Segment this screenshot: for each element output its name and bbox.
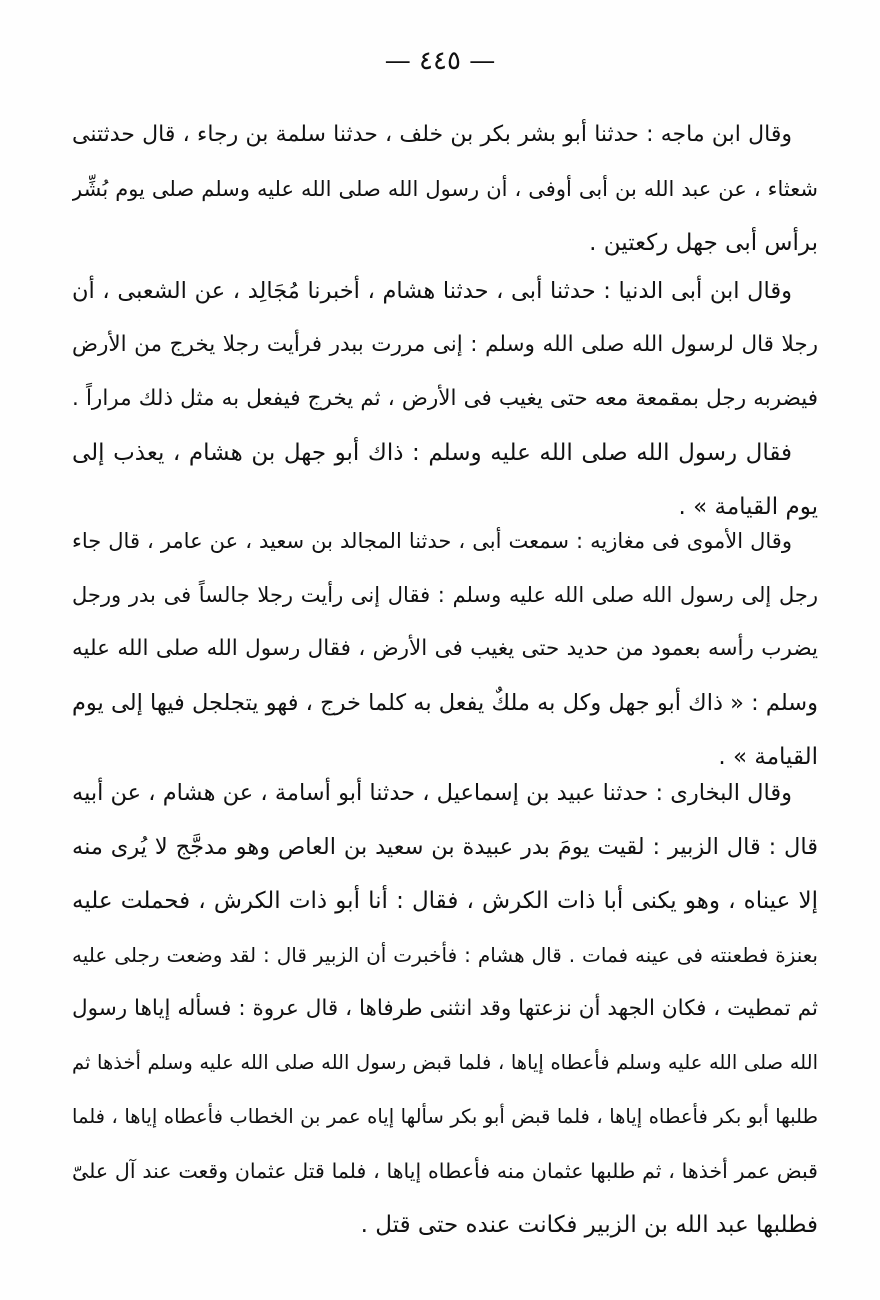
text-line: شعثاء ، عن عبد الله بن أبى أوفى ، أن رسول الله صلى الله عليه وسلم صلى يوم بُشِّر	[72, 177, 818, 201]
text-line: فقال رسول الله صلى الله عليه وسلم : ذاك أبو جهل بن هشام ، يعذب إلى	[72, 440, 792, 466]
text-line: رجل إلى رسول الله صلى الله عليه وسلم : فقال إنى رأيت رجلا جالساً فى بدر ورجل	[72, 583, 818, 607]
text-line: وقال الأموى فى مغازيه : سمعت أبى ، حدثنا المجالد بن سعيد ، عن عامر ، قال جاء	[72, 529, 792, 553]
text-line: قال : قال الزبير : لقيت يومَ بدر عبيدة بن سعيد بن العاص وهو مدجَّج لا يُرى منه	[72, 834, 818, 860]
text-line: برأس أبى جهل ركعتين .	[589, 230, 818, 256]
text-line: طلبها أبو بكر فأعطاه إياها ، فلما قبض أبو بكر سألها إياه عمر بن الخطاب فأعطاه إياها ، فلما	[72, 1105, 818, 1128]
paragraph-ibn-abi-al-dunya	[72, 264, 818, 534]
paragraph-al-bukhari	[72, 766, 818, 1252]
page-number: — ٤٤٥ —	[384, 46, 496, 76]
paragraph-al-umawi	[72, 514, 818, 784]
text-line: وسلم : « ذاك أبو جهل وكل به ملكٌ يفعل به كلما خرج ، فهو يتجلجل فيها إلى يوم	[72, 690, 818, 716]
text-line: وقال ابن أبى الدنيا : حدثنا أبى ، حدثنا هشام ، أخبرنا مُجَالِد ، عن الشعبى ، أن	[72, 278, 792, 304]
text-line: يوم القيامة » .	[678, 494, 818, 520]
text-line: يضرب رأسه بعمود من حديد حتى يغيب فى الأرض ، فقال رسول الله صلى الله عليه	[72, 636, 818, 661]
text-line: وقال ابن ماجه : حدثنا أبو بشر بكر بن خلف ، حدثنا سلمة بن رجاء ، قال حدثتنى	[72, 122, 792, 147]
text-line: وقال البخارى : حدثنا عبيد بن إسماعيل ، حدثنا أبو أسامة ، عن هشام ، عن أبيه	[72, 780, 792, 806]
paragraph-ibn-majah	[72, 108, 818, 270]
text-line: القيامة » .	[718, 744, 818, 770]
text-line: ثم تمطيت ، فكان الجهد أن نزعتها وقد انثنى طرفاها ، قال عروة : فسأله إياها رسول	[72, 996, 818, 1021]
text-line: قبض عمر أخذها ، ثم طلبها عثمان منه فأعطاه إياها ، فلما قتل عثمان وقعت عند آل علىّ	[72, 1159, 818, 1183]
text-line: إلا عيناه ، وهو يكنى أبا ذات الكرش ، فقال : أنا أبو ذات الكرش ، فحملت عليه	[72, 888, 818, 914]
text-line: بعنزة فطعنته فى عينه فمات . قال هشام : فأخبرت أن الزبير قال : لقد وضعت رجلى عليه	[72, 943, 818, 967]
text-line: الله صلى الله عليه وسلم فأعطاه إياها ، فلما قبض رسول الله صلى الله عليه وسلم أخذها ثم	[72, 1051, 818, 1074]
text-line: فطلبها عبد الله بن الزبير فكانت عنده حتى قتل .	[360, 1212, 818, 1238]
text-line: فيضربه رجل بمقمعة معه حتى يغيب فى الأرض ، ثم يخرج فيفعل به مثل ذلك مراراً .	[72, 386, 818, 411]
text-line: رجلا قال لرسول الله صلى الله وسلم : إنى مررت ببدر فرأيت رجلا يخرج من الأرض	[72, 332, 818, 357]
